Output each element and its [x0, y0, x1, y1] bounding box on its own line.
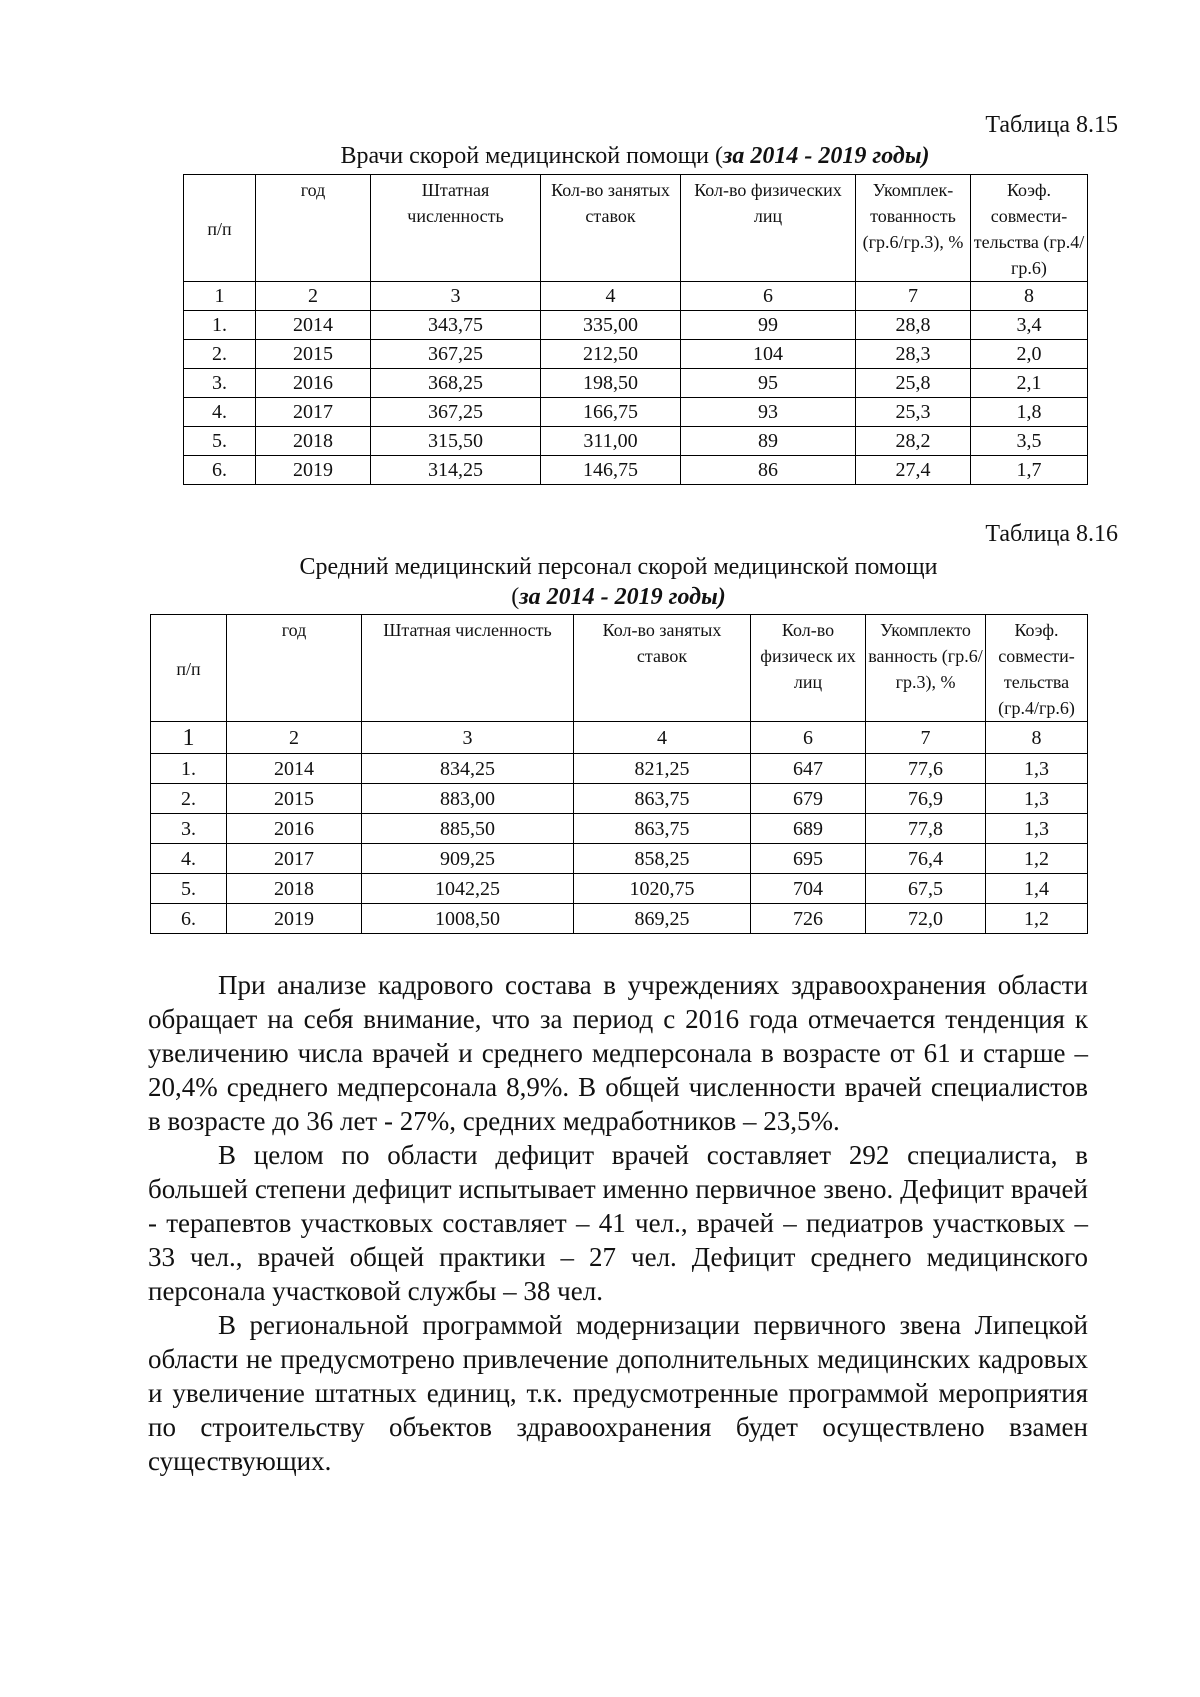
table-cell: 2017 [256, 398, 371, 427]
table-cell: 4. [151, 844, 227, 874]
table-cell: 1. [184, 311, 256, 340]
table2-number: Таблица 8.16 [985, 521, 1118, 547]
table-cell: 5. [151, 874, 227, 904]
table2-title-period: за 2014 - 2019 годы) [519, 584, 726, 610]
table2-header-cell: п/п [151, 615, 227, 722]
table-cell: 76,9 [866, 784, 986, 814]
table-cell: 821,25 [574, 754, 751, 784]
table-cell: 2015 [227, 784, 362, 814]
table-cell: 2019 [227, 904, 362, 934]
body-text [148, 968, 1088, 1478]
table-cell: 6. [184, 456, 256, 485]
table-row [184, 340, 1088, 369]
table-cell: 2018 [256, 427, 371, 456]
table2-column-number: 7 [866, 722, 986, 754]
table-cell: 368,25 [371, 369, 541, 398]
table-cell: 28,2 [856, 427, 971, 456]
table-cell: 2018 [227, 874, 362, 904]
table1-column-number: 7 [856, 282, 971, 311]
table-cell: 28,8 [856, 311, 971, 340]
table-cell: 25,8 [856, 369, 971, 398]
table-cell: 909,25 [362, 844, 574, 874]
table-cell: 6. [151, 904, 227, 934]
table-cell: 311,00 [541, 427, 681, 456]
table2-title-line2 [150, 583, 1087, 611]
table1-header-cell: Кол-во занятых ставок [541, 175, 681, 282]
table-cell: 86 [681, 456, 856, 485]
table-cell: 704 [751, 874, 866, 904]
table-cell: 885,50 [362, 814, 574, 844]
table-cell: 77,8 [866, 814, 986, 844]
table-cell: 166,75 [541, 398, 681, 427]
table-cell: 93 [681, 398, 856, 427]
table-cell: 726 [751, 904, 866, 934]
table-cell: 335,00 [541, 311, 681, 340]
table-cell: 314,25 [371, 456, 541, 485]
table2-header-row [151, 615, 1088, 722]
table2-column-number: 2 [227, 722, 362, 754]
table-cell: 1020,75 [574, 874, 751, 904]
table1-column-number: 8 [971, 282, 1088, 311]
table2-header-cell: Кол-во занятых ставок [574, 615, 751, 722]
table2 [150, 614, 1088, 934]
table1-column-number: 6 [681, 282, 856, 311]
table1-title-period: за 2014 - 2019 годы) [723, 143, 930, 169]
table-cell: 1. [151, 754, 227, 784]
table-cell: 3. [151, 814, 227, 844]
table-cell: 2016 [256, 369, 371, 398]
table-cell: 695 [751, 844, 866, 874]
table-cell: 2. [184, 340, 256, 369]
paragraph: При анализе кадрового состава в учреждениях здравоохранения области обращает на себя внимание, что за период с 2016 года отмечается тенденция к увеличению числа врачей и среднего медперсонала в возрасте от 61 и старше – 20,4% среднего медперсонала 8,9%. В общей численности врачей специалистов в возрасте до 36 лет - 27%, средних медработников – 23,5%. [148, 970, 1088, 1136]
table-row [184, 427, 1088, 456]
table-row [184, 311, 1088, 340]
table-cell: 2017 [227, 844, 362, 874]
table-cell: 883,00 [362, 784, 574, 814]
table-cell: 1,3 [986, 814, 1088, 844]
table-cell: 25,3 [856, 398, 971, 427]
table1-header-cell: п/п [184, 175, 256, 282]
table1-header-cell: Кол-во физических лиц [681, 175, 856, 282]
table-cell: 1,7 [971, 456, 1088, 485]
table-row [151, 904, 1088, 934]
table-cell: 2016 [227, 814, 362, 844]
table1-column-number: 3 [371, 282, 541, 311]
table-row [151, 784, 1088, 814]
table1-header-cell: Укомплектованность (гр.6/гр.3), % [856, 175, 971, 282]
table1-column-number: 1 [184, 282, 256, 311]
table-cell: 104 [681, 340, 856, 369]
table-cell: 689 [751, 814, 866, 844]
table2-column-number: 6 [751, 722, 866, 754]
table1-column-number: 2 [256, 282, 371, 311]
table1-column-number: 4 [541, 282, 681, 311]
table-cell: 146,75 [541, 456, 681, 485]
table2-header-cell: год [227, 615, 362, 722]
table-row [151, 754, 1088, 784]
table-cell: 863,75 [574, 784, 751, 814]
table1 [183, 174, 1088, 485]
table-cell: 2. [151, 784, 227, 814]
table1-title-text: Врачи скорой медицинской помощи ( [340, 143, 724, 169]
paragraph: В целом по области дефицит врачей составляет 292 специалиста, в большей степени дефицит испытывает именно первичное звено. Дефицит врачей - терапевтов участковых составляет – 41 чел., врачей – педиатров участковых – 33 чел., врачей общей практики – 27 чел. Дефицит среднего медицинского персонала участковой службы – 38 чел. [148, 1140, 1088, 1306]
table1-header-cell: Штатная численность [371, 175, 541, 282]
table-cell: 1,4 [986, 874, 1088, 904]
table-cell: 1,3 [986, 784, 1088, 814]
table2-header-cell: Штатная численность [362, 615, 574, 722]
table1-header-row [184, 175, 1088, 282]
table-cell: 3,4 [971, 311, 1088, 340]
table-cell: 1,2 [986, 844, 1088, 874]
paragraph: В региональной программой модернизации первичного звена Липецкой области не предусмотрено привлечение дополнительных медицинских кадровых и увеличение штатных единиц, т.к. предусмотренные программой мероприятия по строительству объектов здравоохранения будет осуществлено взамен существующих. [148, 1310, 1088, 1476]
table1-header-cell: год [256, 175, 371, 282]
table-cell: 76,4 [866, 844, 986, 874]
table-cell: 3,5 [971, 427, 1088, 456]
table-cell: 2,1 [971, 369, 1088, 398]
table1-column-numbers-row [184, 282, 1088, 311]
table-row [151, 844, 1088, 874]
table-row [184, 369, 1088, 398]
table-cell: 72,0 [866, 904, 986, 934]
table2-title-line1: Средний медицинский персонал скорой медицинской помощи [299, 554, 938, 580]
table-cell: 343,75 [371, 311, 541, 340]
table2-header-cell: Кол-во физическ их лиц [751, 615, 866, 722]
table-cell: 315,50 [371, 427, 541, 456]
table-row [151, 874, 1088, 904]
table-cell: 858,25 [574, 844, 751, 874]
table-cell: 2015 [256, 340, 371, 369]
table-cell: 1,2 [986, 904, 1088, 934]
table-cell: 2019 [256, 456, 371, 485]
table-cell: 1042,25 [362, 874, 574, 904]
table1-number: Таблица 8.15 [985, 112, 1118, 138]
table-cell: 367,25 [371, 398, 541, 427]
table-cell: 3. [184, 369, 256, 398]
table2-title-text: ( [511, 584, 520, 610]
table2-column-number: 3 [362, 722, 574, 754]
table-cell: 2,0 [971, 340, 1088, 369]
table-cell: 2014 [256, 311, 371, 340]
table-cell: 28,3 [856, 340, 971, 369]
table-cell: 77,6 [866, 754, 986, 784]
table-cell: 212,50 [541, 340, 681, 369]
table-cell: 89 [681, 427, 856, 456]
table-cell: 1,8 [971, 398, 1088, 427]
table-row [151, 814, 1088, 844]
table2-column-numbers-row [151, 722, 1088, 754]
table-cell: 869,25 [574, 904, 751, 934]
table-cell: 67,5 [866, 874, 986, 904]
table-cell: 367,25 [371, 340, 541, 369]
table1-title [183, 142, 1087, 170]
table2-column-number: 4 [574, 722, 751, 754]
table-cell: 99 [681, 311, 856, 340]
table-cell: 2014 [227, 754, 362, 784]
table2-column-number: 8 [986, 722, 1088, 754]
table-cell: 834,25 [362, 754, 574, 784]
table-cell: 95 [681, 369, 856, 398]
table-cell: 1008,50 [362, 904, 574, 934]
table-cell: 5. [184, 427, 256, 456]
table-cell: 27,4 [856, 456, 971, 485]
table-cell: 647 [751, 754, 866, 784]
table2-column-number: 1 [151, 722, 227, 754]
table-row [184, 398, 1088, 427]
table-cell: 4. [184, 398, 256, 427]
table1-header-cell: Коэф. совместительства (гр.4/гр.6) [971, 175, 1088, 282]
table-cell: 198,50 [541, 369, 681, 398]
table-row [184, 456, 1088, 485]
table-cell: 863,75 [574, 814, 751, 844]
table-cell: 1,3 [986, 754, 1088, 784]
table-cell: 679 [751, 784, 866, 814]
table2-header-cell: Укомплекто ванность (гр.6/гр.3), % [866, 615, 986, 722]
table2-header-cell: Коэф. совместительства (гр.4/гр.6) [986, 615, 1088, 722]
